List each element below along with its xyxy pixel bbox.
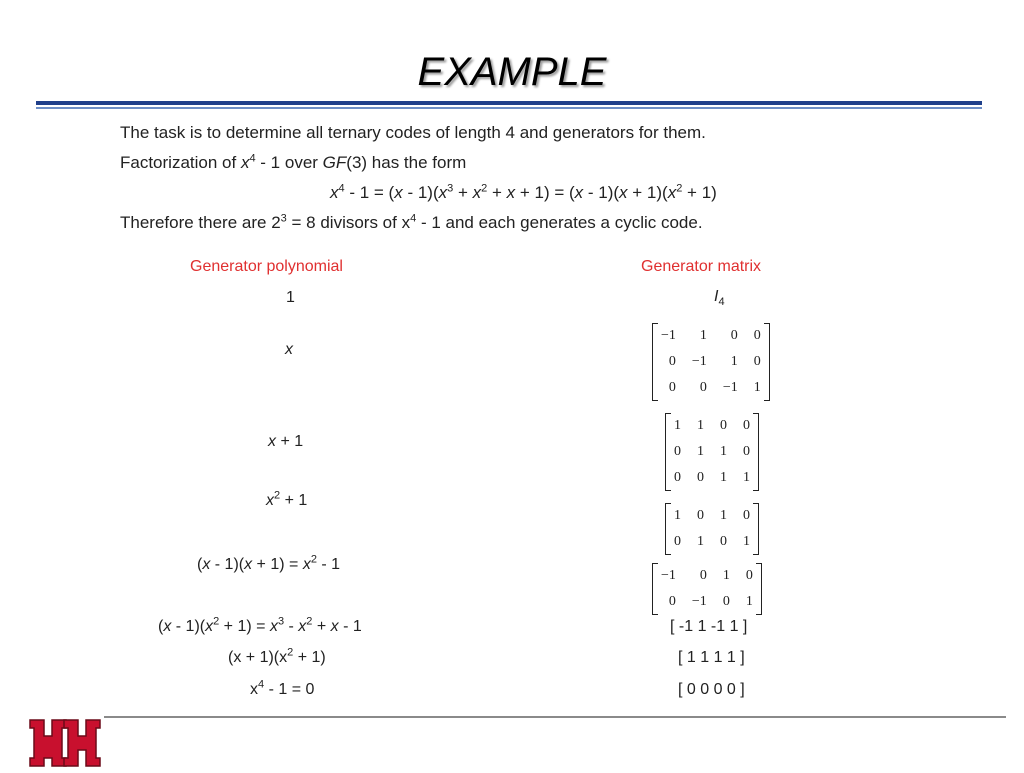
factorization-intro: Factorization of $x^4 - 1$ over GF(3) has the form [120,152,467,172]
matrix-entry: 0 [674,444,681,459]
matrix-entry: 1 [722,568,730,583]
matrix-entry: −1 [661,568,676,583]
identity-matrix-label: $I_4$ [714,288,725,309]
matrix-entry: 0 [674,534,681,549]
matrix-entry: 1 [697,444,704,459]
matrix-x2-minus-1 [652,550,762,615]
matrix-entry: 0 [699,568,707,583]
uh-logo [26,714,104,773]
matrix-entry: 0 [743,418,750,433]
matrix-entry: 1 [753,380,761,395]
matrix-entry: 0 [720,418,727,433]
matrix-entry: 0 [720,534,727,549]
matrix-entry: 0 [697,508,704,523]
matrix-table [665,413,759,491]
generator-polynomial-header: Generator polynomial [190,258,343,275]
matrix-table [652,323,770,401]
poly-x-plus-1: x + 1 [268,433,304,450]
matrix-entry: 1 [730,354,738,369]
matrix-entry: 0 [745,568,753,583]
title-divider-thin [36,107,982,109]
matrix-entry: 1 [743,534,750,549]
matrix-entry: 0 [697,470,704,485]
poly-x4-minus-1: $x^4 - 1 = 0$ [250,678,315,698]
matrix-entry: −1 [661,328,676,343]
matrix-entry: 1 [699,328,707,343]
generator-matrix-header: Generator matrix [641,258,762,275]
title-divider [36,101,982,105]
matrix-entry: 1 [745,594,753,609]
matrix-entry: 0 [674,470,681,485]
matrix-entry: 1 [674,508,681,523]
matrix-entry: 0 [730,328,738,343]
matrix-entry: 1 [697,534,704,549]
matrix-entry: 0 [743,444,750,459]
matrix-x2-plus-1 [665,490,759,555]
factorization-formula: $x^4 - 1 = (x - 1)(x^3 + x^2 + x + 1) = (x - 1)(x + 1)(x^2 + 1)$ [330,182,717,202]
matrix-entry: 1 [674,418,681,433]
matrix-entry: 1 [743,470,750,485]
poly-x: x [285,341,293,358]
matrix-entry: 1 [697,418,704,433]
matrix-entry: 0 [699,380,707,395]
poly-x3-expansion: $(x - 1)(x^2 + 1) = x^3 - x^2 + x - 1$ [158,615,362,635]
matrix-x-plus-1 [665,400,759,491]
poly-1: 1 [286,289,295,306]
matrix-x [652,310,770,401]
task-statement: The task is to determine all ternary codes of length 4 and generators for them. [120,123,706,142]
matrix-table [652,563,762,615]
matrix-entry: −1 [691,594,707,609]
matrix-entry: 0 [753,354,761,369]
matrix-entry: 1 [720,508,727,523]
poly-x2-minus-1: $(x - 1)(x + 1) = x^2 - 1$ [197,553,341,573]
matrix-entry: 0 [668,594,676,609]
vector-ones: [ 1 1 1 1 ] [678,649,745,666]
vector-x3: [ -1 1 -1 1 ] [670,618,748,635]
divisors-statement: Therefore there are $2^3 = 8$ divisors of $x^4 - 1$ and each generates a cyclic code. [120,212,703,232]
matrix-entry: 0 [668,354,676,369]
matrix-entry: −1 [722,380,738,395]
matrix-entry: 0 [753,328,761,343]
matrix-entry: 0 [722,594,730,609]
matrix-entry: 0 [743,508,750,523]
matrix-table [665,503,759,555]
matrix-entry: −1 [691,354,707,369]
footer-divider [104,716,1006,718]
poly-x2-plus-1: $x^2 + 1$ [266,489,308,509]
matrix-entry: 1 [720,470,727,485]
slide-title: EXAMPLE [417,50,607,94]
matrix-entry: 1 [720,444,727,459]
matrix-entry: 0 [668,380,676,395]
poly-x-plus-1-x2-plus-1: $(x + 1)(x^2 + 1)$ [228,646,326,666]
vector-zeros: [ 0 0 0 0 ] [678,681,745,698]
